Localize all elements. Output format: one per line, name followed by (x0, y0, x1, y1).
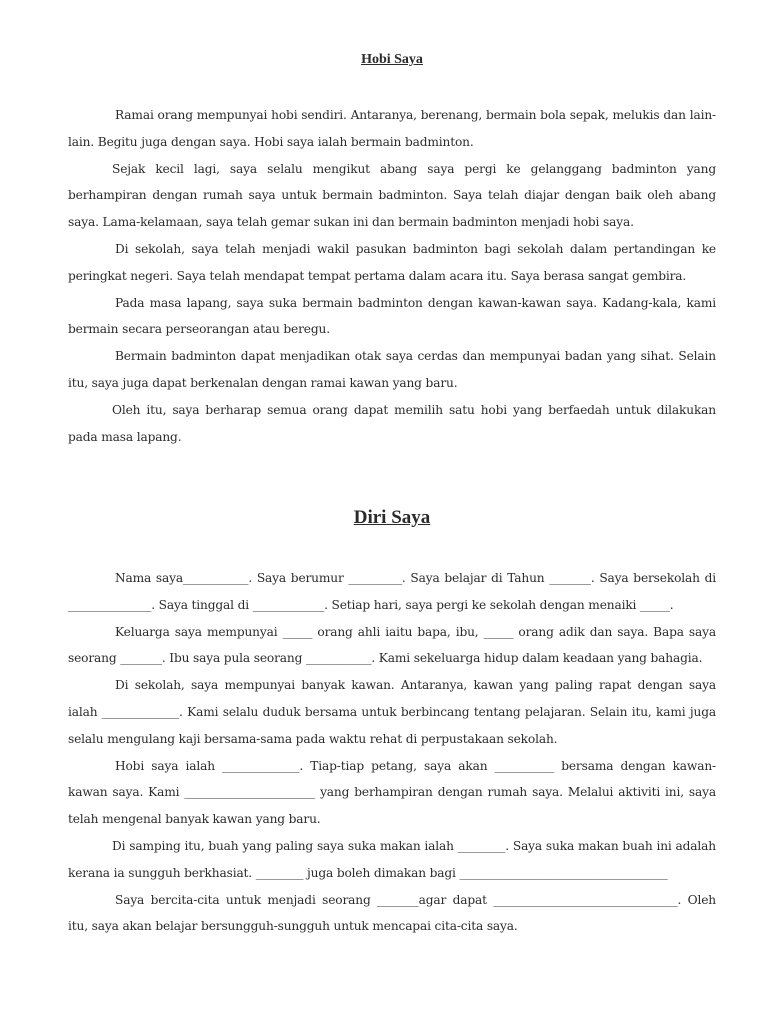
diri-paragraph-4: Hobi saya ialah _____________. Tiap-tiap petang, saya akan __________ bersama dengan kawan-kawan saya. Kami ______________________ yang berhampiran dengan rumah saya. Melalui aktiviti ini, saya telah mengenal banyak kawan yang baru. (68, 758, 716, 827)
diri-title: Diri Saya (353, 507, 431, 528)
hobi-paragraph-5: Bermain badminton dapat menjadikan otak saya cerdas dan mempunyai badan yang sihat. Selain itu, saya juga dapat berkenalan dengan ramai kawan yang baru. (68, 349, 716, 390)
diri-paragraph-2: Keluarga saya mempunyai _____ orang ahli iaitu bapa, ibu, _____ orang adik dan saya. Bapa saya seorang _______. Ibu saya pula seorang ___________. Kami sekeluarga hidup dalam keadaan yang bahagia. (68, 624, 716, 666)
hobi-paragraph-3: Di sekolah, saya telah menjadi wakil pasukan badminton bagi sekolah dalam pertandingan ke peringkat negeri. Saya telah mendapat tempat pertama dalam acara itu. Saya berasa sangat gembira. (68, 241, 716, 283)
diri-paragraph-6: Saya bercita-cita untuk menjadi seorang _______agar dapat _______________________________. Oleh itu, saya akan belajar bersungguh-sungguh untuk mencapai cita-cita saya. (68, 892, 716, 934)
hobi-section (68, 51, 716, 450)
hobi-paragraph-2: Sejak kecil lagi, saya selalu mengikut abang saya pergi ke gelanggang badminton yang berhampiran dengan rumah saya untuk bermain badminton. Saya telah diajar dengan baik oleh abang saya. Lama-kelamaan, saya telah gemar sukan ini dan bermain badminton menjadi hobi saya. (68, 161, 716, 230)
hobi-paragraph-4: Pada masa lapang, saya suka bermain badminton dengan kawan-kawan saya. Kadang-kala, kami bermain secara perseorangan atau beregu. (68, 295, 716, 337)
diri-section (68, 505, 716, 940)
diri-paragraph-1: Nama saya___________. Saya berumur _________. Saya belajar di Tahun _______. Saya bersekolah di ______________. Saya tinggal di ____________. Setiap hari, saya pergi ke sekolah dengan menaiki _____. (68, 571, 716, 612)
diri-paragraph-5: Di samping itu, buah yang paling saya suka makan ialah ________. Saya suka makan buah ini adalah kerana ia sungguh berkhasiat. ________ juga boleh dimakan bagi ___________________________________ (68, 838, 716, 880)
hobi-paragraph-6: Oleh itu, saya berharap semua orang dapat memilih satu hobi yang berfaedah untuk dilakukan pada masa lapang. (68, 402, 716, 444)
hobi-paragraph-1: Ramai orang mempunyai hobi sendiri. Antaranya, berenang, bermain bola sepak, melukis dan lain-lain. Begitu juga dengan saya. Hobi saya ialah bermain badminton. (68, 108, 716, 149)
hobi-title: Hobi Saya (361, 52, 423, 67)
diri-paragraph-3: Di sekolah, saya mempunyai banyak kawan. Antaranya, kawan yang paling rapat dengan saya ialah _____________. Kami selalu duduk bersama untuk berbincang tentang pelajaran. Selain itu, kami juga selalu mengulang kaji bersama-sama pada waktu rehat di perpustakaan sekolah. (68, 678, 716, 746)
